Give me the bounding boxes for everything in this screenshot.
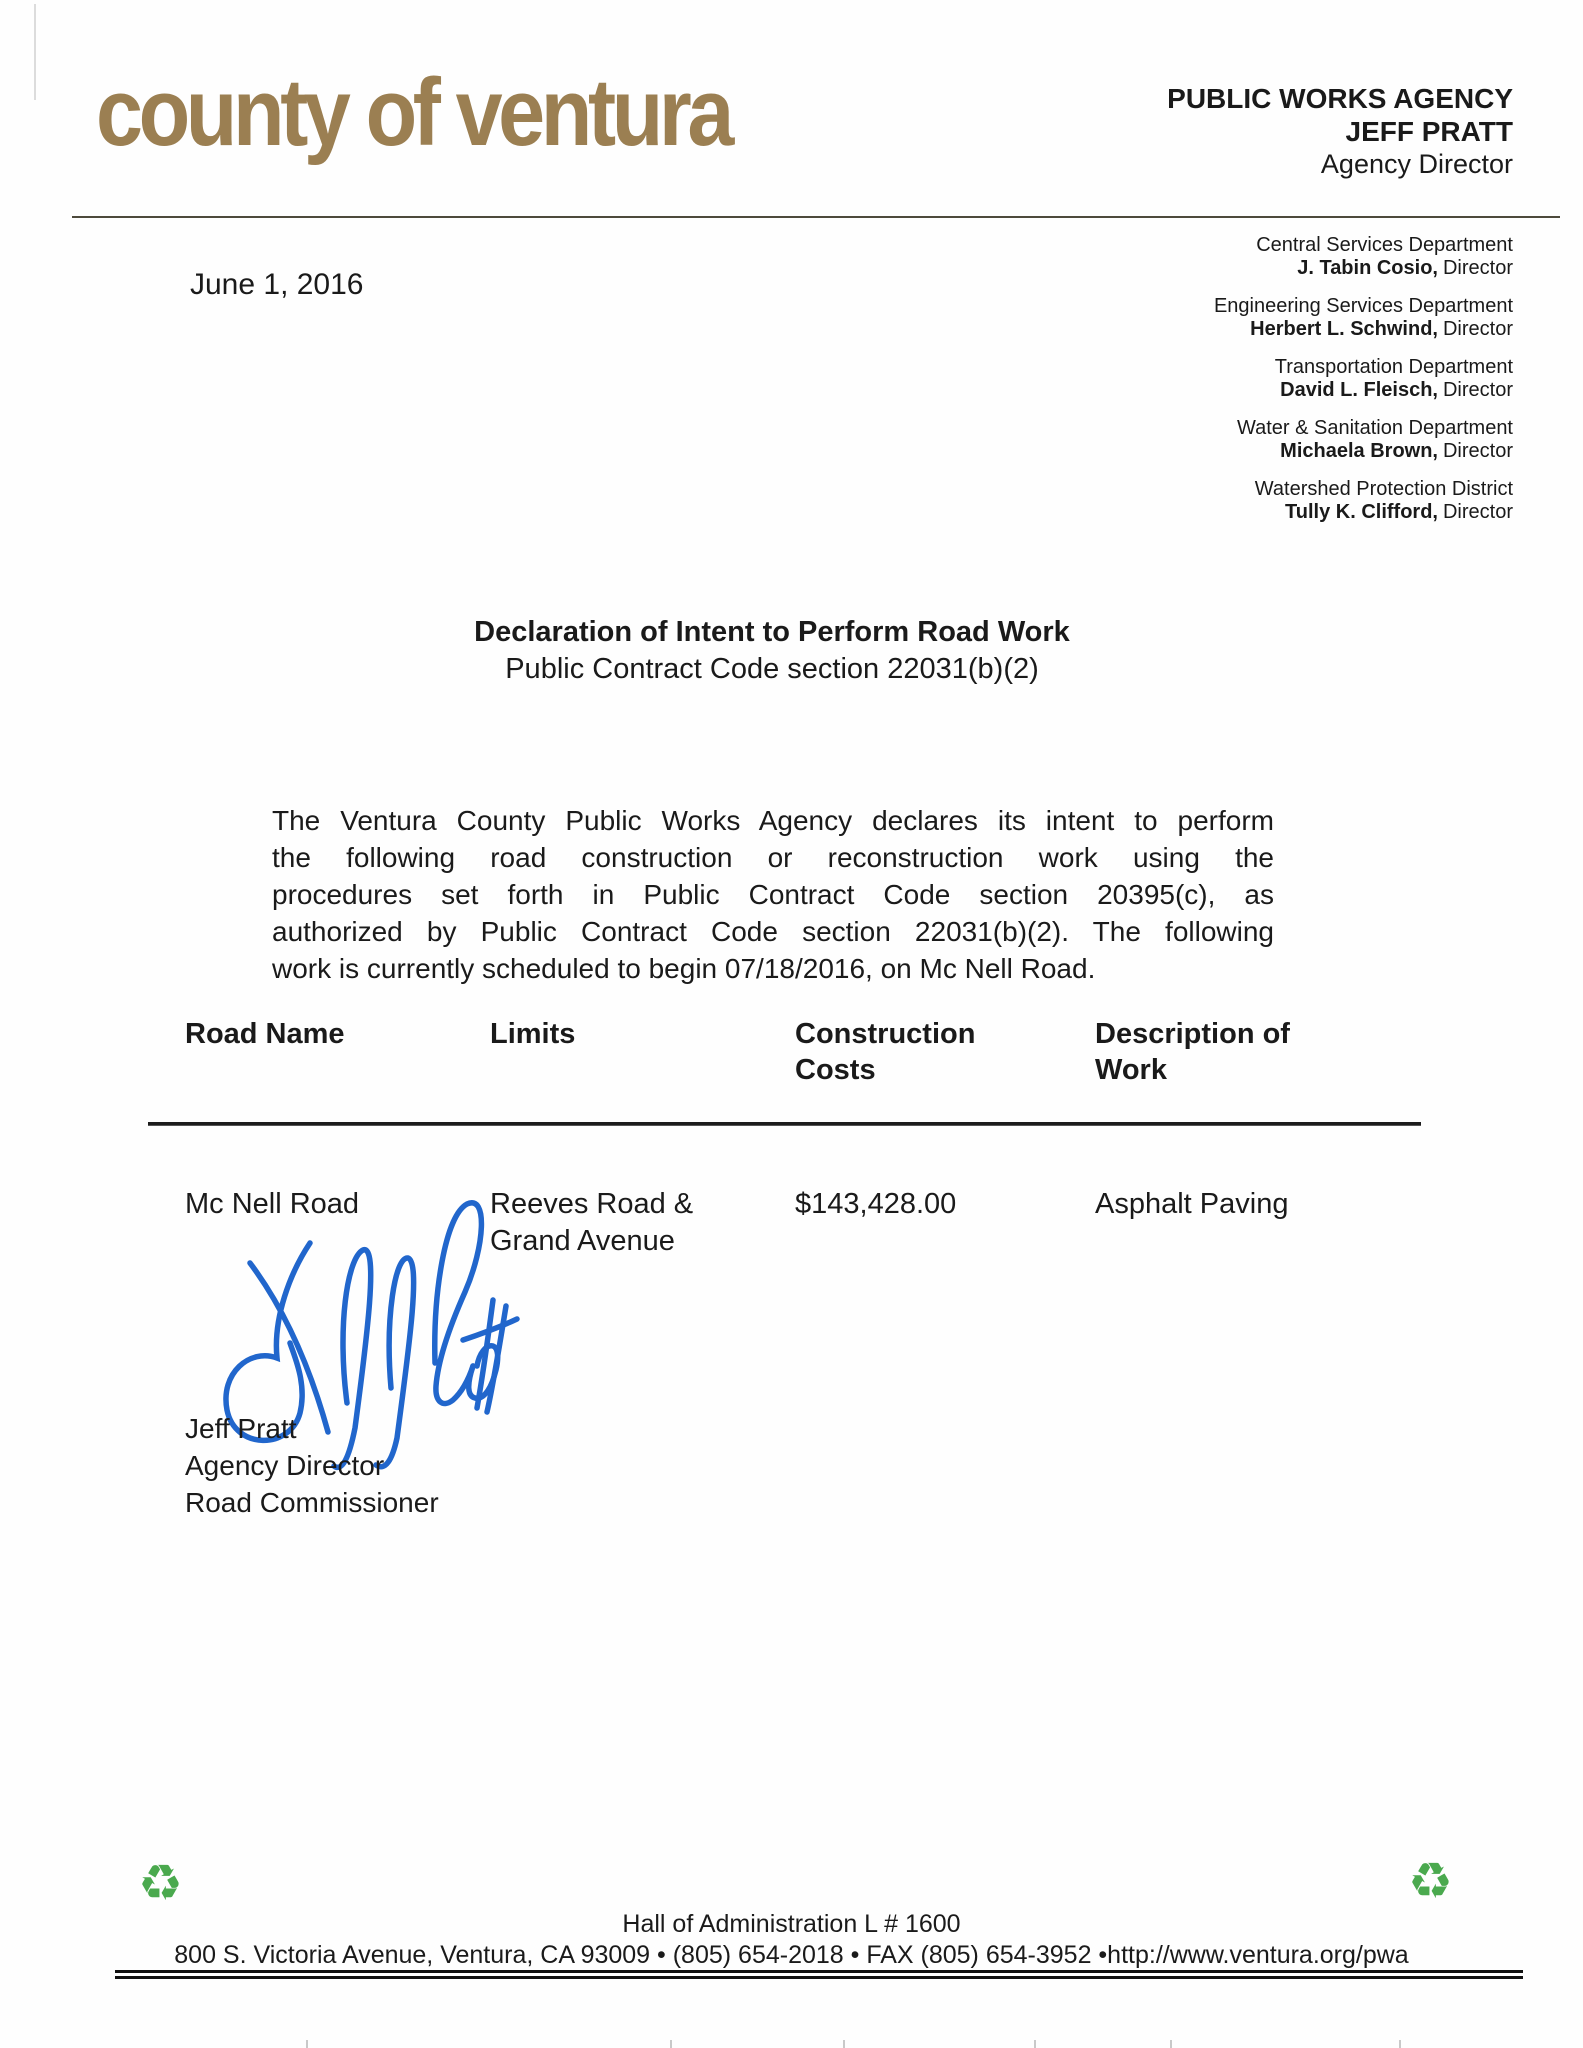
- scan-artifact-tick: [1170, 2040, 1172, 2048]
- table-header-divider: [148, 1122, 1421, 1126]
- scan-artifact-tick: [1399, 2040, 1401, 2048]
- department-entry: [1214, 417, 1513, 463]
- letterhead-agency-block: [1167, 82, 1513, 181]
- body-line: The Ventura County Public Works Agency declares its intent to perform: [272, 805, 1274, 836]
- scan-artifact-line: [34, 4, 36, 100]
- department-director: J. Tabin Cosio, Director: [1297, 257, 1513, 279]
- signer-title-2: Road Commissioner: [185, 1487, 439, 1518]
- department-name: Watershed Protection District: [1254, 478, 1513, 500]
- column-header-limits: Limits: [490, 1018, 576, 1050]
- departments-list: [1214, 234, 1513, 539]
- footer-double-rule: [115, 1970, 1523, 1979]
- department-director: Michaela Brown, Director: [1280, 440, 1513, 462]
- body-line: the following road construction or reconstruction work using the: [272, 842, 1274, 873]
- department-name: Water & Sanitation Department: [1236, 417, 1513, 439]
- column-header-construction-costs: Construction Costs: [795, 1018, 976, 1086]
- department-name: Central Services Department: [1256, 234, 1513, 256]
- header-divider: [72, 216, 1560, 218]
- cell-description: Asphalt Paving: [1095, 1188, 1289, 1220]
- letter-date: June 1, 2016: [190, 268, 364, 301]
- cell-limits-line1: Reeves Road &: [490, 1188, 694, 1220]
- scan-artifact-tick: [1034, 2040, 1036, 2048]
- document-title-line1: Declaration of Intent to Perform Road Work: [474, 616, 1070, 648]
- agency-name: PUBLIC WORKS AGENCY: [1167, 83, 1513, 114]
- department-name: Transportation Department: [1274, 356, 1513, 378]
- department-director: Herbert L. Schwind, Director: [1250, 318, 1513, 340]
- body-line: procedures set forth in Public Contract Code section 20395(c), as: [272, 879, 1274, 910]
- footer-address-line1: Hall of Administration L # 1600: [622, 1910, 961, 1938]
- scan-artifact-tick: [306, 2040, 308, 2048]
- agency-director-name: JEFF PRATT: [1345, 116, 1513, 147]
- department-entry: [1214, 234, 1513, 280]
- signer-title-1: Agency Director: [185, 1450, 385, 1481]
- department-director: David L. Fleisch, Director: [1280, 379, 1513, 401]
- signature-block: [185, 1410, 439, 1521]
- body-paragraph: [272, 802, 1274, 987]
- cell-construction-costs: $143,428.00: [795, 1188, 957, 1220]
- column-header-road-name: Road Name: [185, 1018, 345, 1050]
- scan-artifact-tick: [670, 2040, 672, 2048]
- cell-limits-line2: Grand Avenue: [490, 1225, 675, 1257]
- cell-limits: [490, 1186, 795, 1260]
- department-director: Tully K. Clifford, Director: [1285, 501, 1513, 523]
- body-line: authorized by Public Contract Code section 22031(b)(2). The following: [272, 916, 1274, 947]
- department-entry: [1214, 356, 1513, 402]
- county-of-ventura-logo: county of ventura: [96, 59, 730, 166]
- table-header-row: [185, 1016, 1445, 1088]
- body-line: work is currently scheduled to begin 07/18/2016, on Mc Nell Road.: [272, 953, 1096, 984]
- footer-address-line2: 800 S. Victoria Avenue, Ventura, CA 93009 • (805) 654-2018 • FAX (805) 654-3952 •http://www.ventura.org/pwa: [174, 1941, 1409, 1969]
- scan-artifact-tick: [843, 2040, 845, 2048]
- document-title-line2: Public Contract Code section 22031(b)(2): [505, 653, 1039, 685]
- cell-road-name: Mc Nell Road: [185, 1188, 360, 1220]
- document-title: [0, 614, 1544, 688]
- department-name: Engineering Services Department: [1213, 295, 1513, 317]
- recycle-icon: ♻: [138, 1855, 183, 1911]
- department-entry: [1214, 295, 1513, 341]
- signer-name: Jeff Pratt: [185, 1413, 297, 1444]
- column-header-description-of-work: Description of Work: [1095, 1018, 1290, 1086]
- recycle-icon: ♻: [1408, 1853, 1453, 1909]
- agency-director-title: Agency Director: [1320, 149, 1513, 179]
- department-entry: [1214, 478, 1513, 524]
